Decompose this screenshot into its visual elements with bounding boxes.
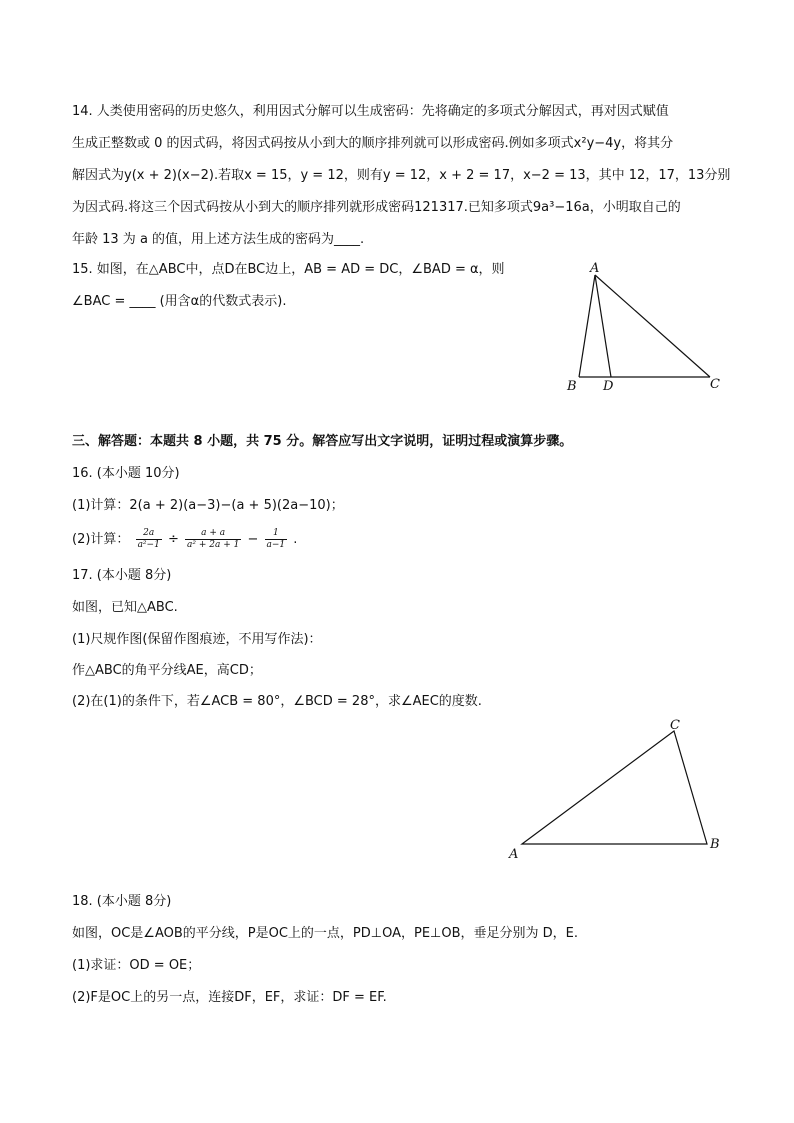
q17-triangle-figure <box>500 712 730 862</box>
q14-line-5: 年龄 13 为 a 的值，用上述方法生成的密码为____. <box>72 232 365 247</box>
fraction-3-denominator: a−1 <box>266 540 286 550</box>
triangle-abc <box>522 731 707 844</box>
q18-line-1: 如图，OC是∠AOB的平分线，P是OC上的一点，PD⊥OA，PE⊥OB，垂足分别为 D，E. <box>72 926 579 941</box>
operator-minus: − <box>247 532 259 547</box>
q17-line-1: 如图，已知△ABC. <box>72 600 178 615</box>
vertex-label-b: B <box>710 837 720 852</box>
q17-line-2: (1)尺规作图(保留作图痕迹，不用写作法)： <box>72 632 322 647</box>
q15-line-2: ∠BAC = ____ (用含α的代数式表示). <box>72 294 287 309</box>
q15-triangle-figure <box>560 258 730 398</box>
q16-title: 16. (本小题 10分) <box>72 466 180 481</box>
segment-ac <box>595 275 710 377</box>
segment-ab <box>579 275 595 377</box>
fraction-2-denominator: a² + 2a + 1 <box>187 540 240 550</box>
fraction-2 <box>185 528 241 551</box>
q16-part-2 <box>72 528 297 551</box>
fraction-2-numerator: a + a <box>185 528 241 540</box>
q18-line-2: (1)求证：OD = OE； <box>72 958 201 973</box>
q17-line-3: 作△ABC的角平分线AE，高CD； <box>72 663 262 678</box>
q15-line-1: 15. 如图，在△ABC中，点D在BC边上，AB = AD = DC，∠BAD = α，则 <box>72 262 505 277</box>
vertex-label-a: A <box>590 261 600 276</box>
section-3-heading: 三、解答题：本题共 8 小题，共 75 分。解答应写出文字说明，证明过程或演算步骤。 <box>72 434 573 449</box>
q14-line-1: 14. 人类使用密码的历史悠久，利用因式分解可以生成密码：先将确定的多项式分解因式，再对因式赋值 <box>72 104 669 119</box>
q18-title: 18. (本小题 8分) <box>72 894 172 909</box>
fraction-1 <box>136 528 162 551</box>
q16-part-2-prefix: (2)计算： <box>72 532 130 547</box>
vertex-label-a: A <box>509 847 519 862</box>
vertex-label-c: C <box>710 377 720 392</box>
q17-line-4: (2)在(1)的条件下，若∠ACB = 80°，∠BCD = 28°，求∠AEC的度数. <box>72 694 482 709</box>
fraction-1-denominator: a²−1 <box>137 540 160 550</box>
q16-part-2-suffix: . <box>293 532 298 547</box>
q14-line-2: 生成正整数或 0 的因式码，将因式码按从小到大的顺序排列就可以形成密码.例如多项式x²y−4y，将其分 <box>72 136 674 151</box>
q14-line-4: 为因式码.将这三个因式码按从小到大的顺序排列就形成密码121317.已知多项式9a³−16a，小明取自己的 <box>72 200 681 215</box>
fraction-3-numerator: 1 <box>265 528 288 540</box>
fraction-1-numerator: 2a <box>136 528 162 540</box>
q18-line-3: (2)F是OC上的另一点，连接DF，EF，求证：DF = EF. <box>72 990 387 1005</box>
q17-title: 17. (本小题 8分) <box>72 568 172 583</box>
q14-line-3: 解因式为y(x + 2)(x−2).若取x = 15，y = 12，则有y = 12，x + 2 = 17，x−2 = 13，其中 12，17，13分别 <box>72 168 731 183</box>
operator-divide: ÷ <box>167 532 179 547</box>
vertex-label-d: D <box>603 379 614 394</box>
fraction-3 <box>265 528 288 551</box>
vertex-label-c: C <box>670 718 680 733</box>
vertex-label-b: B <box>567 379 577 394</box>
segment-ad <box>595 275 611 377</box>
q16-part-1: (1)计算：2(a + 2)(a−3)−(a + 5)(2a−10)； <box>72 498 344 513</box>
